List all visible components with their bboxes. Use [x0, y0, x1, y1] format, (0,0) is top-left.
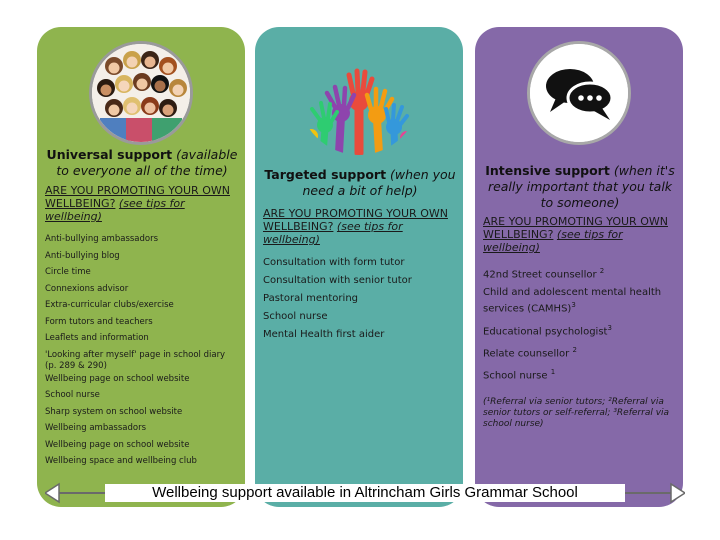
referral-marker: 2 — [599, 267, 605, 275]
list-item: Extra-curricular clubs/exercise — [45, 300, 174, 310]
targeted-heading-qualifier: (when you need a bit of help) — [302, 167, 456, 198]
intensive-support-list — [483, 265, 677, 389]
list-item: Sharp system on school website — [45, 406, 183, 417]
targeted-support-list — [263, 257, 457, 347]
list-item-text: Relate counsellor — [483, 348, 573, 360]
universal-support-list — [45, 234, 239, 473]
list-item-text: 42nd Street counsellor — [483, 269, 600, 281]
list-item — [483, 322, 677, 338]
list-item — [483, 344, 677, 360]
universal-tips-main: ARE YOU PROMOTING YOUR OWN WELLBEING? — [45, 184, 230, 210]
list-item — [483, 366, 677, 382]
list-item: Wellbeing ambassadors — [45, 423, 147, 433]
list-item: Anti-bullying blog — [45, 250, 120, 261]
list-item — [483, 287, 677, 315]
universal-heading — [45, 147, 239, 179]
list-item: Consultation with form tutor — [263, 257, 405, 268]
intensive-heading-qualifier: (when it's really important that you talk to someone) — [487, 163, 675, 210]
targeted-tips-main: ARE YOU PROMOTING YOUR OWN WELLBEING? — [263, 207, 448, 233]
intensive-tips-main: ARE YOU PROMOTING YOUR OWN WELLBEING? — [483, 215, 668, 241]
list-item: 'Looking after myself' page in school diary (p. 289 & 290) — [45, 349, 226, 371]
footer-title: Wellbeing support available in Altrincham Girls Grammar School — [152, 484, 578, 501]
list-item: Leaflets and information — [45, 333, 149, 343]
targeted-support-panel — [255, 27, 463, 507]
list-item: Form tutors and teachers — [45, 316, 153, 327]
list-item: Pastoral mentoring — [263, 293, 358, 304]
list-item-text: Educational psychologist — [483, 325, 608, 337]
list-item: Consultation with senior tutor — [263, 275, 412, 286]
list-item: Anti-bullying ambassadors — [45, 234, 159, 244]
universal-support-panel — [37, 27, 245, 507]
list-item: Wellbeing page on school website — [45, 439, 190, 450]
intensive-heading — [483, 163, 677, 211]
list-item-text: Child and adolescent mental health services (CAMHS) — [483, 287, 662, 315]
intensive-tips-link[interactable] — [483, 215, 675, 254]
list-item: Connexions advisor — [45, 283, 129, 294]
referral-footnote: (¹Referral via senior tutors; ²Referral via senior tutors or self-referral; ³Referral via school nurse) — [483, 397, 670, 429]
universal-tips-see: (see tips for wellbeing) — [45, 197, 185, 223]
referral-marker: 3 — [607, 323, 612, 332]
list-item: Wellbeing page on school website — [45, 373, 190, 384]
list-item: School nurse — [263, 311, 328, 322]
list-item: Circle time — [45, 267, 91, 277]
intensive-tips-see: (see tips for wellbeing) — [483, 228, 623, 254]
intensive-heading-lead: Intensive support — [485, 163, 610, 178]
universal-tips-link[interactable] — [45, 184, 237, 223]
list-item: Wellbeing space and wellbeing club — [45, 456, 197, 466]
intensive-support-panel — [475, 27, 683, 507]
targeted-heading-lead: Targeted support — [264, 167, 387, 182]
group-of-girls-icon — [89, 41, 193, 145]
list-item: Mental Health first aider — [263, 329, 385, 340]
referral-marker: 3 — [571, 301, 576, 310]
universal-heading-qualifier: (available to everyone all of the time) — [56, 147, 238, 178]
referral-marker: 2 — [572, 345, 577, 354]
list-item: School nurse — [45, 390, 100, 400]
universal-heading-lead: Universal support — [46, 147, 173, 162]
raised-hands-icon — [299, 35, 419, 155]
speech-bubbles-icon — [527, 41, 631, 145]
targeted-tips-see: (see tips for wellbeing) — [263, 220, 403, 246]
referral-marker: 1 — [550, 368, 556, 377]
footer-banner — [45, 482, 685, 504]
targeted-tips-link[interactable] — [263, 207, 455, 246]
list-item-text: School nurse — [483, 370, 551, 382]
list-item — [483, 265, 677, 281]
targeted-heading — [263, 167, 457, 199]
